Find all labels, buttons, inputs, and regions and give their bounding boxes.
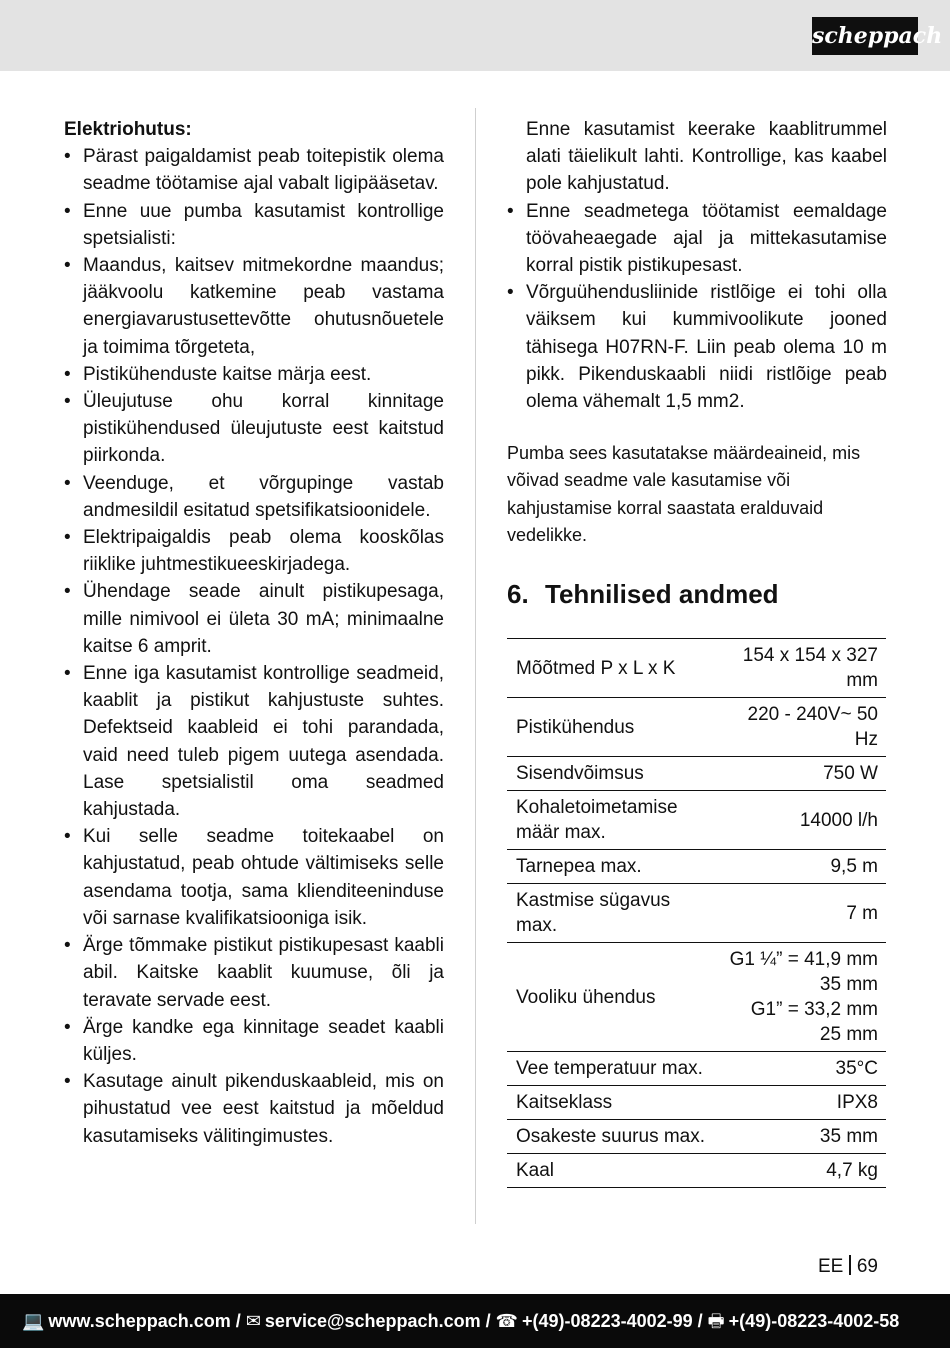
spec-value: 750 W: [719, 757, 886, 791]
bullet-icon: •: [64, 146, 71, 168]
electrical-safety-list: [64, 143, 444, 1150]
list-item: [64, 823, 444, 932]
table-row: [507, 1086, 886, 1120]
list-item: [64, 252, 444, 361]
section-title: [507, 574, 887, 614]
bullet-icon: •: [64, 255, 71, 277]
language-code: EE: [818, 1256, 844, 1277]
bullet-icon: •: [64, 581, 71, 603]
right-column: [507, 116, 887, 1188]
spec-value-line: G1” = 33,2 mm: [750, 999, 878, 1021]
fax-icon: 🖶: [707, 1311, 725, 1331]
spec-value-line: 25 mm: [819, 1024, 878, 1046]
scheppach-logo: scheppach: [812, 17, 918, 55]
spec-label: Kohaletoimetamise määr max.: [507, 791, 719, 850]
list-item: [64, 1068, 444, 1150]
spec-label: Tarnepea max.: [507, 850, 719, 884]
spec-value: 7 m: [719, 884, 886, 943]
list-item: [64, 143, 444, 197]
spec-label: Osakeste suurus max.: [507, 1120, 719, 1154]
spec-label: Vooliku ühendus: [507, 943, 719, 1052]
spec-label: Mõõtmed P x L x K: [507, 639, 719, 698]
lubricant-note: Pumba sees kasutatakse määrdeaineid, mis võivad seadme vale kasutamise või kahjustamise korral saastata eralduvaid vedelikke.: [507, 443, 861, 545]
fax-number: +(49)-08223-4002-58: [728, 1311, 900, 1331]
list-item: [64, 388, 444, 470]
page-number: [818, 1255, 878, 1278]
electrical-safety-heading: Elektriohutus:: [64, 119, 192, 140]
list-item: [64, 470, 444, 524]
spec-value-line: 35 mm: [819, 974, 878, 996]
list-item-text: Elektripaigaldis peab olema kooskõlas riiklike juhtmestikueeskirjadega.: [83, 527, 444, 576]
continuation-text: Enne kasutamist keerake kaablitrummel alati täielikult lahti. Kontrollige, kas kaabel pole kahjustatud.: [526, 119, 887, 195]
website-link[interactable]: www.scheppach.com /: [48, 1311, 241, 1331]
table-row: [507, 639, 886, 698]
list-item-text: Enne uue pumba kasutamist kontrollige spetsialisti:: [83, 200, 444, 249]
spec-value: 35°C: [719, 1052, 886, 1086]
phone-icon: ☎: [495, 1311, 519, 1331]
section-title-text: Tehnilised andmed: [545, 579, 779, 610]
cable-safety-list: [507, 198, 887, 416]
spec-label: Kaal: [507, 1154, 719, 1188]
list-item-text: Ühendage seade ainult pistikupesaga, mille nimivool ei ületa 30 mA; minimaalne kaitse 6 amprit.: [83, 581, 444, 657]
spec-value: 14000 l/h: [719, 791, 886, 850]
spec-label: Pistikühendus: [507, 698, 719, 757]
spec-value: 220 - 240V~ 50 Hz: [719, 698, 886, 757]
page-header: [0, 0, 950, 71]
list-item-text: Enne seadmetega töötamist eemaldage töövaheaegade ajal ja mittekasutamise korral pistik pistikupesast.: [526, 200, 887, 277]
column-divider: [475, 108, 476, 1224]
spec-label: Kastmise sügavus max.: [507, 884, 719, 943]
list-item: [64, 932, 444, 1014]
list-item-text: Veenduge, et võrgupinge vastab andmesildil esitatud spetsifikatsioonidele.: [83, 472, 444, 521]
list-item-text: Enne iga kasutamist kontrollige seadmeid, kaablit ja pistikut kahjustuste suhtes. Defektseid kaableid ei tohi parandada, vaid need tuleb pigem uutega asendada. Lase spetsialistil oma seadmed kahjustada.: [83, 663, 444, 821]
spec-value: 9,5 m: [719, 850, 886, 884]
left-column: [64, 116, 444, 1150]
table-row: [507, 943, 886, 1052]
list-item-text: Võrguühendusliinide ristlõige ei tohi olla väiksem kui kummivoolikute jooned tähisega H07RN-F. Liin peab olema 10 m pikk. Pikenduskaabli niidi ristlõige peab olema vähemalt 1,5 mm2.: [526, 282, 887, 413]
table-row: [507, 1154, 886, 1188]
bullet-icon: •: [64, 527, 71, 549]
computer-icon: 💻: [22, 1311, 45, 1331]
page-separator: [849, 1255, 851, 1275]
spec-value: 154 x 154 x 327 mm: [719, 639, 886, 698]
spec-label: Kaitseklass: [507, 1086, 719, 1120]
page-number-value: 69: [856, 1256, 878, 1277]
table-row: [507, 757, 886, 791]
list-item-text: Pistikühenduste kaitse märja eest.: [83, 363, 372, 385]
mail-icon: ✉: [245, 1311, 261, 1331]
list-item: [64, 361, 444, 388]
bullet-icon: •: [64, 826, 71, 848]
spec-label: Vee temperatuur max.: [507, 1052, 719, 1086]
bullet-icon: •: [507, 282, 514, 304]
spec-value: [719, 943, 886, 1052]
table-row: [507, 791, 886, 850]
list-item-text: Üleujutuse ohu korral kinnitage pistikühendused üleujutuste eest kaitstud piirkonda.: [83, 391, 444, 467]
list-item-text: Maandus, kaitsev mitmekordne maandus; jääkvoolu katkemine peab vastama energiavarustusettevõtte ohutusnõuetele ja toimima tõrgeteta,: [83, 255, 444, 358]
table-row: [507, 698, 886, 757]
list-item: [64, 578, 444, 660]
list-item: [507, 198, 887, 280]
list-item: [64, 1014, 444, 1068]
list-item: [507, 279, 887, 415]
bullet-icon: •: [507, 200, 514, 222]
bullet-icon: •: [64, 363, 71, 385]
spec-value: 4,7 kg: [719, 1154, 886, 1188]
bullet-icon: •: [64, 472, 71, 494]
spec-value: 35 mm: [719, 1120, 886, 1154]
list-item-text: Ärge tõmmake pistikut pistikupesast kaabli abil. Kaitske kaablit kuumuse, õli ja teravate servade eest.: [83, 935, 444, 1011]
spec-label: Sisendvõimsus: [507, 757, 719, 791]
bullet-icon: •: [64, 1071, 71, 1093]
bullet-icon: •: [64, 391, 71, 413]
list-item-text: Kasutage ainult pikenduskaableid, mis on pihustatud vee eest kaitstud ja mõeldud kasutamiseks välitingimustes.: [83, 1071, 444, 1147]
technical-data-table: [507, 638, 886, 1188]
list-item: [64, 524, 444, 578]
table-row: [507, 1120, 886, 1154]
list-item-text: Ärge kandke ega kinnitage seadet kaabli küljes.: [83, 1016, 444, 1065]
spec-value-line: G1 ¼” = 41,9 mm: [729, 949, 878, 971]
bullet-icon: •: [64, 935, 71, 957]
table-row: [507, 1052, 886, 1086]
list-item: [64, 660, 444, 823]
table-row: [507, 850, 886, 884]
list-item: [64, 198, 444, 252]
section-number: 6.: [507, 579, 529, 610]
bullet-icon: •: [64, 1016, 71, 1038]
table-row: [507, 884, 886, 943]
page-footer: [0, 1294, 950, 1348]
bullet-icon: •: [64, 663, 71, 685]
email-link[interactable]: service@scheppach.com /: [264, 1311, 491, 1331]
spec-value: IPX8: [719, 1086, 886, 1120]
bullet-icon: •: [64, 200, 71, 222]
list-item-text: Kui selle seadme toitekaabel on kahjustatud, peab ohtude vältimiseks selle asendama tootja, sama klienditeeninduse või sarnase kvalifikatsiooniga isik.: [83, 826, 444, 929]
phone-number: +(49)-08223-4002-99 /: [522, 1311, 703, 1331]
list-item-text: Pärast paigaldamist peab toitepistik olema seadme töötamise ajal vabalt ligipääsetav.: [83, 146, 444, 195]
